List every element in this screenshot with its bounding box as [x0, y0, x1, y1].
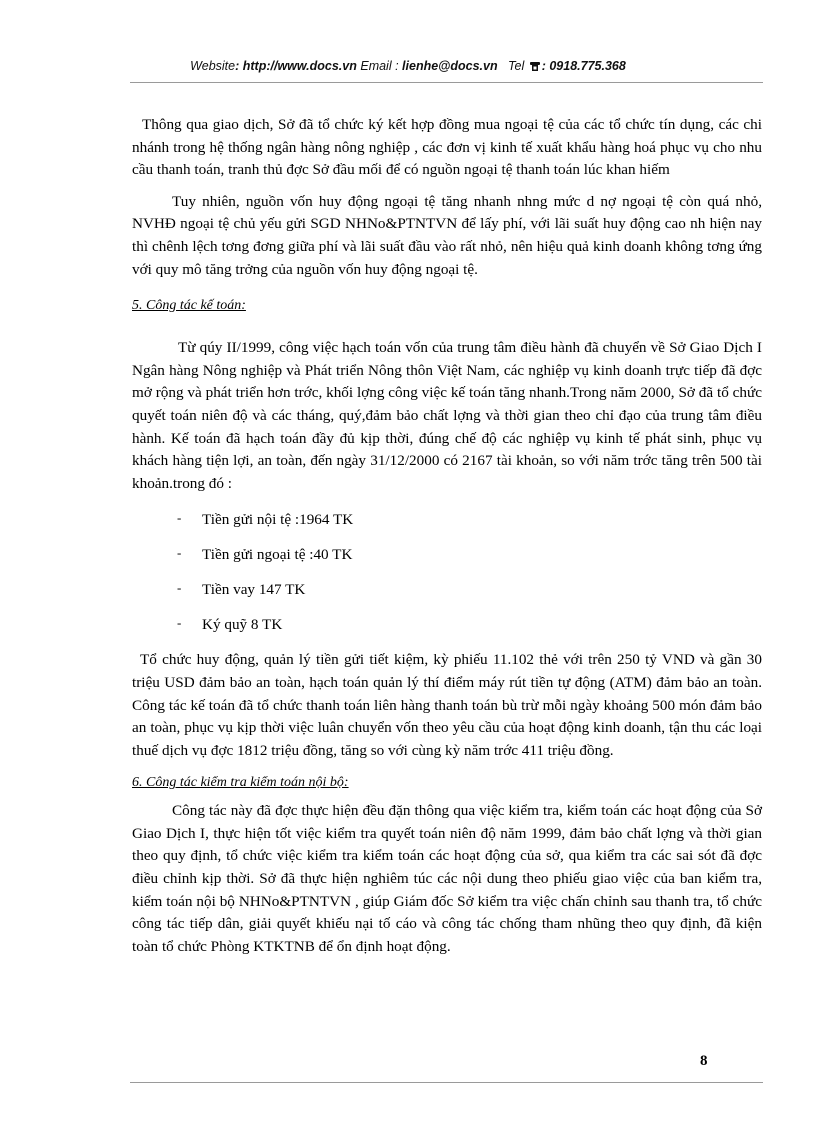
tel-label: Tel [508, 59, 525, 73]
list-item-text: Tiền gửi ngoại tệ :40 TK [202, 546, 353, 564]
list-item [132, 509, 762, 531]
page-number: 8 [700, 1053, 708, 1069]
paragraph-2: Tuy nhiên, nguồn vốn huy động ngoại tệ tăng nhanh nhng mức d nợ ngoại tệ còn quá nhỏ, NVHĐ ngoại tệ chủ yếu gửi SGD NHNo&PTNTVN để lấy phí, với lãi suất huy động cao nh hiện nay thì chênh lệch tơng đơng giữa phí và lãi suất đầu vào rất nhỏ, nên hiệu quả kinh doanh không tơng ứng với quy mô tăng trởng của nguồn vốn huy động ngoại tệ. [132, 192, 762, 278]
list-item-text: Tiền vay 147 TK [202, 581, 306, 599]
bullet-marker: - [177, 510, 182, 526]
list-item [132, 614, 762, 636]
list-item-text: Tiền gửi nội tệ :1964 TK [202, 511, 354, 529]
email-link[interactable]: lienhe@docs.vn [402, 59, 498, 73]
header-divider [130, 82, 763, 83]
main-content [132, 114, 762, 958]
paragraph-1: Thông qua giao dịch, Sở đã tổ chức ký kết hợp đồng mua ngoại tệ của các tổ chức tín dụng, các chi nhánh trong hệ thống ngân hàng nông nghiệp , các đơn vị kinh tế xuất khẩu hàng hoá phục vụ cho nhu cầu thanh toán, tranh thủ đợc Sở đầu mối để có nguồn ngoại tệ thanh toán lúc khan hiếm [132, 116, 762, 179]
list-item [132, 579, 762, 601]
website-label: Website [190, 59, 236, 73]
list-item [132, 544, 762, 566]
paragraph-5: Công tác này đã đợc thực hiện đều đặn thông qua việc kiểm tra, kiểm toán các hoạt động của Sở Giao Dịch I, thực hiện tốt việc kiểm tra quyết toán niên độ năm 1999, đảm bảo chất lợng và thời gian theo quy định, tổ chức việc kiểm tra kiểm toán các hoạt động của sở, qua kiểm tra các sai sót đã đợc điều chỉnh kịp thời. Sở đã thực hiện nghiêm túc các nội dung theo phiếu giao việc của ban kiểm tra, kiểm toán nội bộ NHNo&PTNTVN , giúp Giám đốc Sở kiểm tra việc chấn chỉnh sau thanh tra, tổ chức công tác tiếp dân, giải quyết khiếu nại tố cáo và công tác chống tham nhũng theo quy định, đã kiện toàn tổ chức Phòng KTKTNB để ổn định hoạt động. [132, 802, 762, 955]
bullet-marker: - [177, 545, 182, 561]
telephone-icon [530, 59, 540, 68]
bullet-marker: - [177, 615, 182, 631]
paragraph-3: Từ qúy II/1999, công việc hạch toán vốn của trung tâm điều hành đã chuyển về Sở Giao Dịch I Ngân hàng Nông nghiệp và Phát triển Nông thôn Việt Nam, các nghiệp vụ kinh doanh trực tiếp đã đợc mở rộng và phát triển hơn trớc, khối lợng công việc kế toán tăng nhanh.Trong năm 2000, Sở đã tổ chức quyết toán niên độ và các tháng, quý,đảm bảo chất lợng và thời gian theo chỉ đạo của trung tâm điều hành. Kế toán đã hạch toán đầy đủ kịp thời, đúng chế độ các nghiệp vụ kinh tế phát sinh, phục vụ khách hàng tiện lợi, an toàn, đến ngày 31/12/2000 có 2167 tài khoản, so với năm trớc tăng trên 500 tài khoản.trong đó : [132, 339, 762, 492]
page-header [0, 58, 816, 74]
email-label: Email : [360, 59, 399, 73]
phone-number: : 0918.775.368 [541, 59, 626, 73]
footer-divider [130, 1082, 763, 1083]
section-heading-audit: 6. Công tác kiểm tra kiểm toán nội bộ: [132, 775, 349, 791]
paragraph-4: Tổ chức huy động, quản lý tiền gửi tiết kiệm, kỳ phiếu 11.102 thẻ với trên 250 tỷ VND và gần 30 triệu USD đảm bảo an toàn, hạch toán quản lý thí điểm máy rút tiền tự động (ATM) đảm bảo an toàn. Công tác kế toán đã tổ chức thanh toán liên hàng thanh toán bù trừ mỗi ngày khoảng 500 món đảm bảo an toàn, phục vụ kịp thời việc luân chuyển vốn theo yêu cầu của hoạt động kinh doanh, tận thu các loại thuế dịch vụ đợc 1812 triệu đồng, tăng so với cùng kỳ năm trớc 411 triệu đồng. [132, 651, 762, 759]
bullet-marker: - [177, 580, 182, 596]
section-heading-accounting: 5. Công tác kế toán: [132, 298, 246, 314]
website-link[interactable]: : http://www.docs.vn [235, 59, 357, 73]
account-list [132, 509, 762, 636]
list-item-text: Ký quỹ 8 TK [202, 616, 283, 634]
